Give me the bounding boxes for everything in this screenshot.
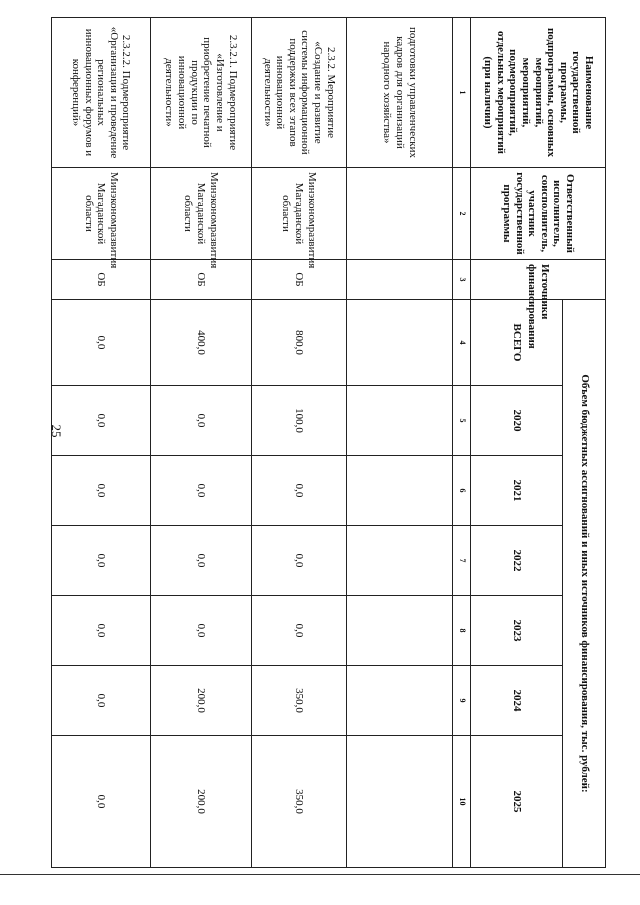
- header-row-1: [563, 18, 606, 868]
- row-value: 100,0: [251, 386, 346, 456]
- row-value: 0,0: [52, 736, 151, 868]
- column-number: 3: [453, 260, 471, 300]
- row-value: [346, 596, 453, 666]
- row-value: [346, 300, 453, 386]
- row-value: [346, 456, 453, 526]
- financing-table: [51, 17, 606, 868]
- header-year: 2021: [471, 456, 563, 526]
- header-year: 2020: [471, 386, 563, 456]
- row-value: 0,0: [251, 526, 346, 596]
- row-responsible: Минэкономразвития Магаданской области: [52, 168, 151, 260]
- header-name: Наименование государственной программы, подпрограммы, основных мероприятий, мероприятий, подмероприятий, отдельных мероприятий (при наличии): [471, 18, 606, 168]
- column-number: 7: [453, 526, 471, 596]
- row-name: 2.3.2.1. Подмероприятие «Изготовление и приобретение печатной продукции по инновационной деятельности»: [150, 18, 251, 168]
- row-name: 2.3.2.2. Подмероприятие «Организация и проведение региональных инновационных форумов и конференций»: [52, 18, 151, 168]
- row-responsible: Минэкономразвития Магаданской области: [150, 168, 251, 260]
- header-year: 2023: [471, 596, 563, 666]
- header-responsible: Ответственный исполнитель, соисполнитель, участник государственной программы: [471, 168, 606, 260]
- row-value: 200,0: [150, 666, 251, 736]
- page-number: 25: [49, 424, 64, 438]
- row-name: подготовки управленческих кадров для организаций народного хозяйства»: [346, 18, 453, 168]
- column-number: 9: [453, 666, 471, 736]
- row-name: 2.3.2. Мероприятие «Создание и развитие системы информационной поддержки всех этапов инновационной деятельности»: [251, 18, 346, 168]
- row-value: 350,0: [251, 666, 346, 736]
- column-number: 5: [453, 386, 471, 456]
- column-number: 10: [453, 736, 471, 868]
- row-value: 800,0: [251, 300, 346, 386]
- row-value: 0,0: [251, 456, 346, 526]
- row-value: 400,0: [150, 300, 251, 386]
- column-number: 1: [453, 18, 471, 168]
- row-value: 0,0: [52, 456, 151, 526]
- header-total: ВСЕГО: [471, 300, 563, 386]
- row-value: 0,0: [251, 596, 346, 666]
- row-value: [346, 386, 453, 456]
- row-value: 0,0: [52, 526, 151, 596]
- row-value: 200,0: [150, 736, 251, 868]
- row-source: ОБ: [52, 260, 151, 300]
- header-year: 2025: [471, 736, 563, 868]
- row-responsible: Минэкономразвития Магаданской области: [251, 168, 346, 260]
- row-value: 350,0: [251, 736, 346, 868]
- row-value: 0,0: [150, 526, 251, 596]
- column-number: 8: [453, 596, 471, 666]
- header-year: 2024: [471, 666, 563, 736]
- row-value: 0,0: [52, 666, 151, 736]
- column-number: 2: [453, 168, 471, 260]
- column-number: 4: [453, 300, 471, 386]
- table-row: [52, 18, 151, 868]
- row-value: 0,0: [150, 596, 251, 666]
- column-number: 6: [453, 456, 471, 526]
- row-value: 0,0: [52, 596, 151, 666]
- table-row: [346, 18, 453, 868]
- row-value: 0,0: [52, 386, 151, 456]
- row-value: [346, 736, 453, 868]
- header-year: 2022: [471, 526, 563, 596]
- header-source: Источники финансирования: [471, 260, 606, 300]
- row-value: [346, 526, 453, 596]
- row-responsible: [346, 168, 453, 260]
- financing-table-rotated: [51, 17, 606, 867]
- row-source: ОБ: [251, 260, 346, 300]
- page-bottom-rule: [0, 874, 640, 875]
- row-value: 0,0: [150, 386, 251, 456]
- header-financing: Объем бюджетных ассигнований и иных источников финансирования, тыс. рублей:: [563, 300, 606, 868]
- row-value: 0,0: [150, 456, 251, 526]
- row-value: [346, 666, 453, 736]
- row-value: 0,0: [52, 300, 151, 386]
- table-row: [251, 18, 346, 868]
- table-row: [150, 18, 251, 868]
- row-source: [346, 260, 453, 300]
- row-source: ОБ: [150, 260, 251, 300]
- column-number-row: [453, 18, 471, 868]
